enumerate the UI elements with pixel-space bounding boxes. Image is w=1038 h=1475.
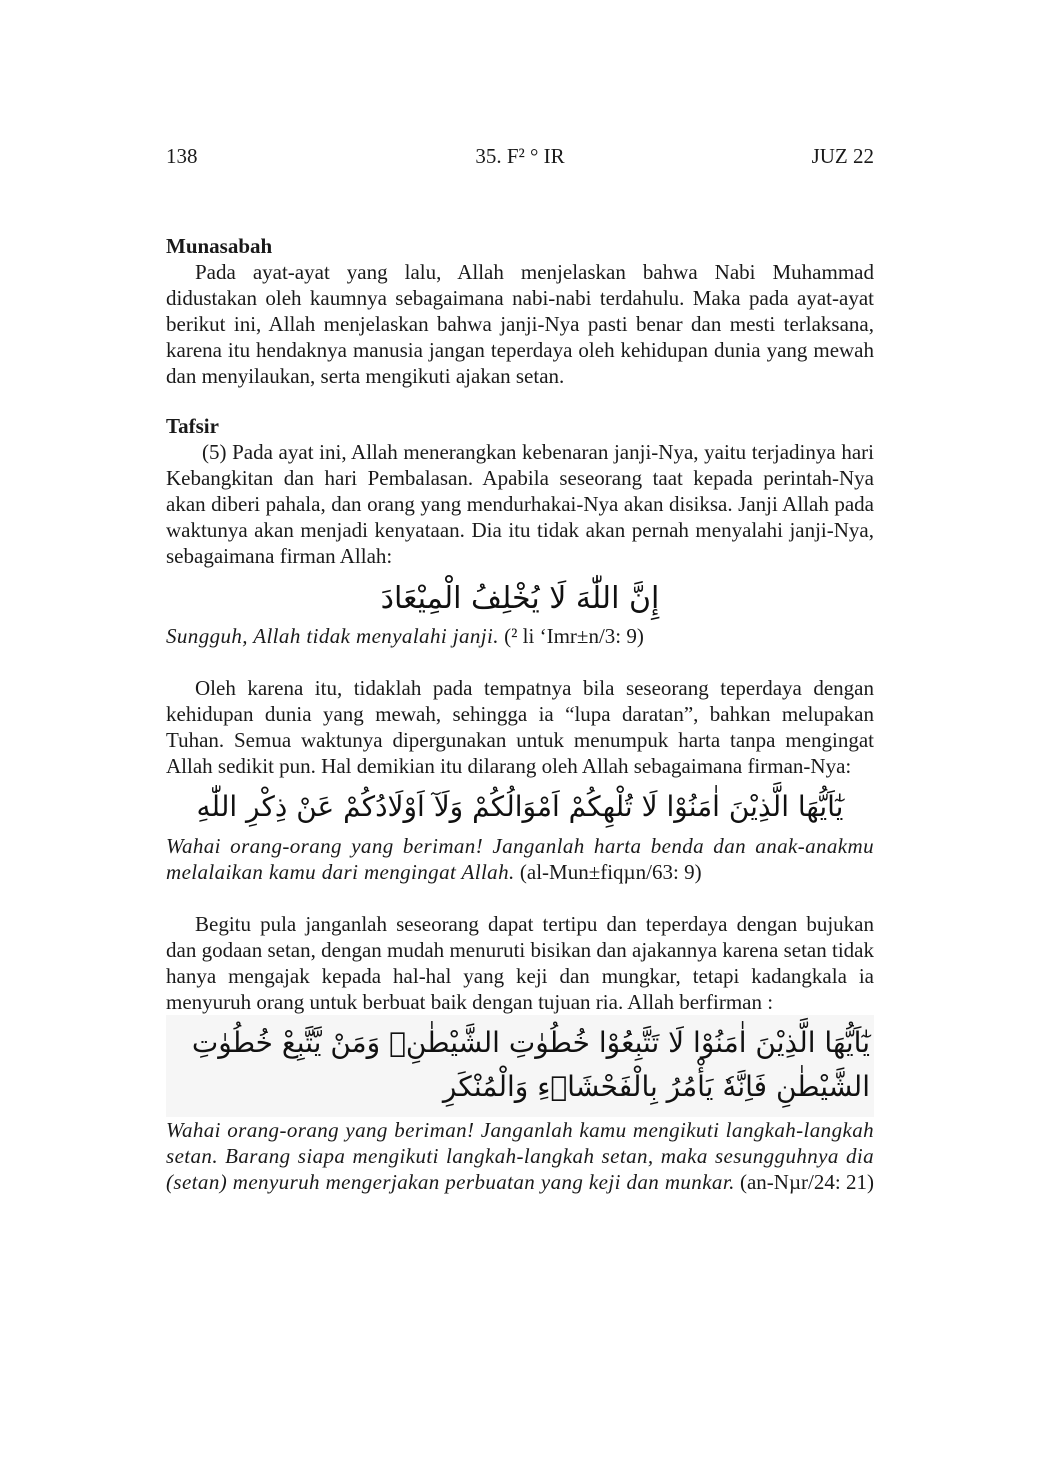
verse-1-reference: (² li ‘Imr±n/3: 9) [504,624,644,648]
munasabah-paragraph: Pada ayat-ayat yang lalu, Allah menjelaskan bahwa Nabi Muhammad didustakan oleh kaumnya sebagaimana nabi-nabi terdahulu. Maka pada ayat-ayat berikut ini, Allah menjelaskan bahwa janji-Nya pasti benar dan mesti terlaksana, karena itu hendaknya manusia jangan teperdaya oleh kehidupan dunia yang mewah dan menyilaukan, serta mengikuti ajakan setan. [166,260,874,388]
verse-3-translation-text: Wahai orang-orang yang beriman! Janganlah kamu mengikuti langkah-langkah setan. Barang siapa mengikuti langkah-langkah setan, maka sesungguhnya dia (setan) menyuruh mengerjakan perbuatan yang keji dan munkar. [166,1118,874,1194]
quran-verse-3: يٰٓاَيُّهَا الَّذِيْنَ اٰمَنُوْا لَا تَتَّبِعُوْا خُطُوٰتِ الشَّيْطٰنِۗ وَمَنْ يَّتَّبِعْ خُطُوٰتِ الشَّيْطٰنِ فَاِنَّهٗ يَأْمُرُ بِالْفَحْشَاۤءِ وَالْمُنْكَرِ [166,1015,874,1117]
juz-label: JUZ 22 [811,144,874,168]
tafsir-paragraph-3: Begitu pula janganlah seseorang dapat tertipu dan teperdaya dengan bujukan dan godaan setan, dengan mudah menuruti bisikan dan ajakannya karena setan tidak hanya mengajak kepada hal-hal yang keji dan mungkar, tetapi kadangkala ia menyuruh orang untuk berbuat baik dengan tujuan ria. Allah berfirman : [166,912,874,1014]
page-body [166,233,874,1195]
surah-title: 35. F² ° IR [475,144,565,168]
verse-2-translation [166,833,874,885]
verse-3-reference: (an-Nµr/24: 21) [739,1170,874,1194]
page-number: 138 [166,144,198,168]
tafsir-paragraph-1: (5) Pada ayat ini, Allah menerangkan kebenaran janji-Nya, yaitu terjadinya hari Kebangkitan dan hari Pembalasan. Apabila seseorang taat kepada perintah-Nya akan diberi pahala, dan orang yang mendurhakai-Nya akan disiksa. Janji Allah pada waktunya akan menjadi kenyataan. Dia itu tidak akan pernah menyalahi janji-Nya, sebagaimana firman Allah: [166,440,874,568]
tafsir-paragraph-2: Oleh karena itu, tidaklah pada tempatnya bila seseorang teperdaya dengan kehidupan dunia yang mewah, sehingga ia “lupa daratan”, bahkan melupakan Tuhan. Semua waktunya dipergunakan untuk menumpuk harta tanpa mengingat Allah sedikit pun. Hal demikian itu dilarang oleh Allah sebagaimana firman-Nya: [166,676,874,778]
verse-1-translation-text: Sungguh, Allah tidak menyalahi janji. [166,624,499,648]
verse-2-translation-text: Wahai orang-orang yang beriman! Janganlah harta benda dan anak-anakmu melalaikan kamu dari mengingat Allah. [166,834,874,884]
tafsir-heading: Tafsir [166,414,219,438]
munasabah-heading: Munasabah [166,234,273,258]
quran-verse-2: يٰٓاَيُّهَا الَّذِيْنَ اٰمَنُوْا لَا تُلْهِكُمْ اَمْوَالُكُمْ وَلَآ اَوْلَادُكُمْ عَنْ ذِكْرِ اللّٰهِ [196,790,844,823]
verse-1-translation [166,623,874,649]
quran-verse-1: إِنَّ اللّٰهَ لَا يُخْلِفُ الْمِيْعَادَ [380,581,660,616]
verse-2-reference: (al-Mun±fiqµn/63: 9) [519,860,702,884]
page-header [166,144,874,172]
verse-3-translation [166,1117,874,1195]
